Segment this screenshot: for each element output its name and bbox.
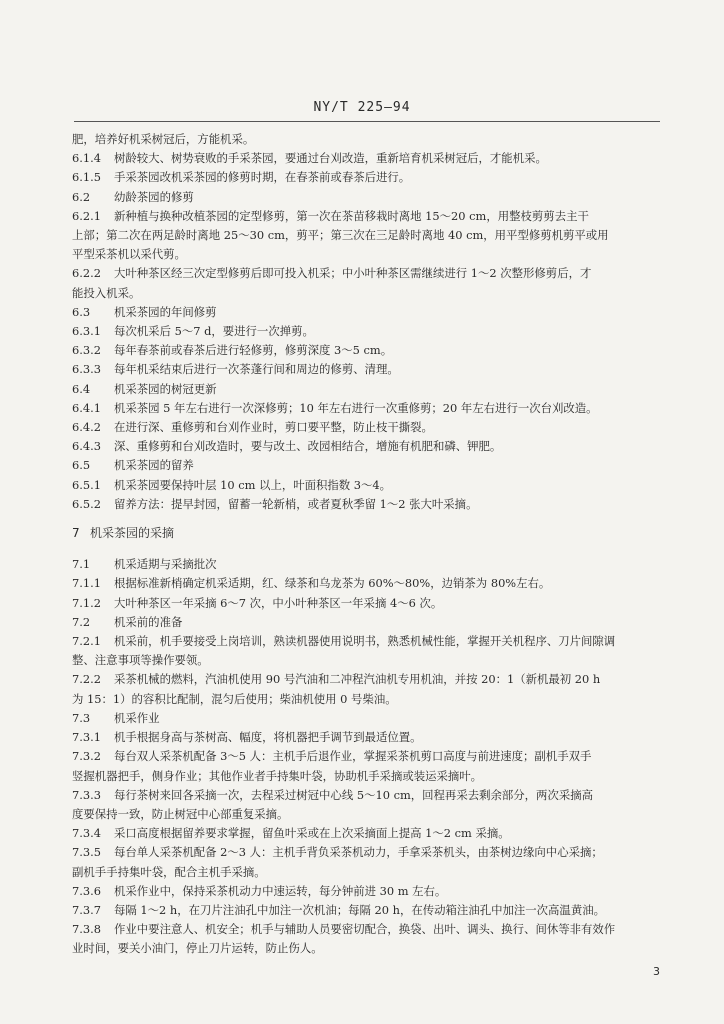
clause-number: 6.5	[72, 458, 91, 473]
clause-text: 树龄较大、树势衰败的手采茶园，要通过台刈改造，重新培育机采树冠后，才能机采。	[114, 151, 547, 166]
text-line	[72, 709, 662, 728]
clause-text: 能投入机采。	[72, 285, 141, 300]
clause-text: 竖握机器把手，侧身作业；其他作业者手持集叶袋，协助机手采摘或装运采摘叶。	[72, 768, 483, 783]
clause-text: 为 15：1）的容积比配制，混匀后使用；柴油机使用 0 号柴油。	[72, 691, 397, 706]
text-line	[72, 380, 662, 399]
clause-text: 每年机采结束后进行一次茶蓬行间和周边的修剪、清理。	[114, 362, 399, 377]
clause-text: 大叶种茶区经三次定型修剪后即可投入机采；中小叶种茶区需继续进行 1～2 次整形修剪后，才	[114, 266, 592, 281]
clause-text: 每台双人采茶机配备 3～5 人：主机手后退作业，掌握采茶机剪口高度与前进速度；副机手双手	[114, 749, 592, 764]
text-line	[72, 418, 662, 437]
clause-number: 6.2	[72, 189, 91, 204]
text-line	[72, 786, 662, 805]
clause-number: 7.1.2	[72, 595, 101, 610]
clause-text: 机采茶园 5 年左右进行一次深修剪；10 年左右进行一次重修剪；20 年左右进行一次台刈改造。	[114, 400, 598, 415]
text-line	[72, 188, 662, 207]
clause-text: 度要保持一致，防止树冠中心部重复采摘。	[72, 806, 289, 821]
text-line	[72, 805, 662, 824]
standard-code: NY/T 225—94	[313, 100, 411, 115]
clause-number: 6.3.2	[72, 343, 101, 358]
clause-text: 深、重修剪和台刈改造时，要与改土、改园相结合，增施有机肥和磷、钾肥。	[114, 439, 502, 454]
text-line	[72, 476, 662, 495]
clause-number: 6.3.1	[72, 324, 101, 339]
text-line	[72, 920, 662, 939]
text-line	[72, 747, 662, 766]
clause-text: 每次机采后 5～7 d，要进行一次掸剪。	[114, 324, 314, 339]
clause-text: 留养方法：提早封园，留蓄一轮新梢，或者夏秋季留 1～2 张大叶采摘。	[114, 496, 478, 511]
text-line	[72, 767, 662, 786]
clause-text: 新种植与换种改植茶园的定型修剪，第一次在茶苗移栽时离地 15～20 cm，用整枝剪剪去主干	[114, 208, 589, 223]
clause-text: 机采前，机手要接受上岗培训，熟读机器使用说明书，熟悉机械性能，掌握开关机程序、刀片间隙调	[114, 634, 616, 649]
clause-number: 7.3.6	[72, 883, 101, 898]
text-line	[72, 495, 662, 514]
text-line	[72, 728, 662, 747]
clause-number: 7.2.1	[72, 634, 101, 649]
text-line	[72, 322, 662, 341]
clause-text: 根据标准新梢确定机采适期，红、绿茶和乌龙茶为 60%～80%，边销茶为 80%左右。	[114, 576, 551, 591]
clause-text: 上部；第二次在两足龄时离地 25～30 cm，剪平；第三次在三足龄时离地 40 cm，用平型修剪机剪平或用	[72, 228, 609, 243]
clause-number: 6.5.1	[72, 477, 101, 492]
text-line	[72, 843, 662, 862]
clause-number: 7.3.7	[72, 902, 101, 917]
text-line	[72, 824, 662, 843]
clause-text: 在进行深、重修剪和台刈作业时，剪口要平整，防止枝干撕裂。	[114, 420, 433, 435]
clause-text: 机采茶园的留养	[114, 458, 194, 473]
section-7	[72, 555, 662, 958]
text-line	[72, 456, 662, 475]
clause-text: 整、注意事项等操作要领。	[72, 653, 209, 668]
clause-text: 机手根据身高与茶树高、幅度，将机器把手调节到最适位置。	[114, 730, 422, 745]
header-rule	[74, 121, 660, 122]
clause-text: 肥，培养好机采树冠后，方能机采。	[72, 132, 255, 146]
clause-text: 大叶种茶区一年采摘 6～7 次，中小叶种茶区一年采摘 4～6 次。	[114, 595, 443, 610]
text-line	[72, 555, 662, 574]
chapter-heading	[72, 524, 662, 543]
text-line	[72, 613, 662, 632]
clause-number: 6.3.3	[72, 362, 101, 377]
text-line	[72, 939, 662, 958]
clause-number: 7.3.5	[72, 845, 101, 860]
clause-text: 作业中要注意人、机安全；机手与辅助人员要密切配合，换袋、出叶、调头、换行、间休等非有效作	[114, 922, 616, 937]
clause-number: 7.3.1	[72, 730, 101, 745]
text-line	[72, 882, 662, 901]
clause-number: 7.3.8	[72, 922, 101, 937]
clause-number: 6.1.5	[72, 170, 101, 185]
text-line	[72, 245, 662, 264]
text-line	[72, 574, 662, 593]
clause-number: 7.1.1	[72, 576, 101, 591]
clause-number: 7.3.4	[72, 826, 101, 841]
text-line	[72, 399, 662, 418]
clause-text: 采口高度根据留养要求掌握，留鱼叶采或在上次采摘面上提高 1～2 cm 采摘。	[114, 826, 510, 841]
clause-number: 6.4.3	[72, 439, 101, 454]
text-line	[72, 863, 662, 882]
clause-text: 业时间，要关小油门，停止刀片运转，防止伤人。	[72, 941, 323, 956]
clause-text: 机采茶园的树冠更新	[114, 381, 217, 396]
clause-number: 7.3.3	[72, 787, 101, 802]
text-line	[72, 207, 662, 226]
clause-text: 幼龄茶园的修剪	[114, 189, 194, 204]
text-line	[72, 264, 662, 283]
clause-number: 6.4.2	[72, 420, 101, 435]
clause-text: 平型采茶机以采代剪。	[72, 247, 186, 262]
clause-text: 机采适期与采摘批次	[114, 557, 217, 572]
text-line	[72, 594, 662, 613]
clause-text: 每台单人采茶机配备 2～3 人：主机手背负采茶机动力，手拿采茶机头，由茶树边缘向中心采摘；	[114, 845, 603, 860]
chapter-number: 7	[72, 526, 80, 541]
text-line	[72, 130, 662, 149]
clause-number: 6.3	[72, 304, 91, 319]
clause-number: 6.2.2	[72, 266, 101, 281]
clause-text: 采茶机械的燃料，汽油机使用 90 号汽油和二冲程汽油机专用机油，并按 20：1（新机最初 20 h	[114, 672, 601, 687]
clause-text: 每年春茶前或春茶后进行轻修剪，修剪深度 3～5 cm。	[114, 343, 393, 358]
chapter-title: 机采茶园的采摘	[90, 526, 175, 541]
clause-number: 6.1.4	[72, 151, 101, 166]
clause-text: 每隔 1～2 h，在刀片注油孔中加注一次机油；每隔 20 h，在传动箱注油孔中加注一次高温黄油。	[114, 902, 605, 917]
clause-number: 7.2.2	[72, 672, 101, 687]
clause-number: 7.2	[72, 614, 91, 629]
text-line	[72, 168, 662, 187]
clause-text: 机采作业中，保持采茶机动力中速运转，每分钟前进 30 m 左右。	[114, 883, 447, 898]
text-line	[72, 437, 662, 456]
clause-number: 6.4	[72, 381, 91, 396]
text-line	[72, 284, 662, 303]
clause-number: 7.1	[72, 557, 91, 572]
text-line	[72, 226, 662, 245]
clause-text: 手采茶园改机采茶园的修剪时期，在春茶前或春茶后进行。	[114, 170, 411, 185]
text-line	[72, 360, 662, 379]
text-line	[72, 632, 662, 651]
clause-text: 副机手手持集叶袋，配合主机手采摘。	[72, 864, 266, 879]
text-line	[72, 149, 662, 168]
text-line	[72, 670, 662, 689]
clause-number: 7.3	[72, 710, 91, 725]
document-body	[72, 130, 662, 959]
clause-number: 6.4.1	[72, 400, 101, 415]
text-line	[72, 303, 662, 322]
clause-text: 机采茶园的年间修剪	[114, 304, 217, 319]
clause-text: 每行茶树来回各采摘一次，去程采过树冠中心线 5～10 cm，回程再采去剩余部分，两次采摘高	[114, 787, 594, 802]
clause-number: 6.5.2	[72, 496, 101, 511]
clause-number: 7.3.2	[72, 749, 101, 764]
text-line	[72, 341, 662, 360]
text-line	[72, 651, 662, 670]
text-line	[72, 690, 662, 709]
clause-text: 机采作业	[114, 710, 160, 725]
text-line	[72, 901, 662, 920]
clause-text: 机采茶园要保持叶层 10 cm 以上，叶面积指数 3～4。	[114, 477, 392, 492]
page-number: 3	[653, 965, 660, 978]
clause-text: 机采前的准备	[114, 614, 183, 629]
clause-number: 6.2.1	[72, 208, 101, 223]
section-6-continued	[72, 130, 662, 514]
